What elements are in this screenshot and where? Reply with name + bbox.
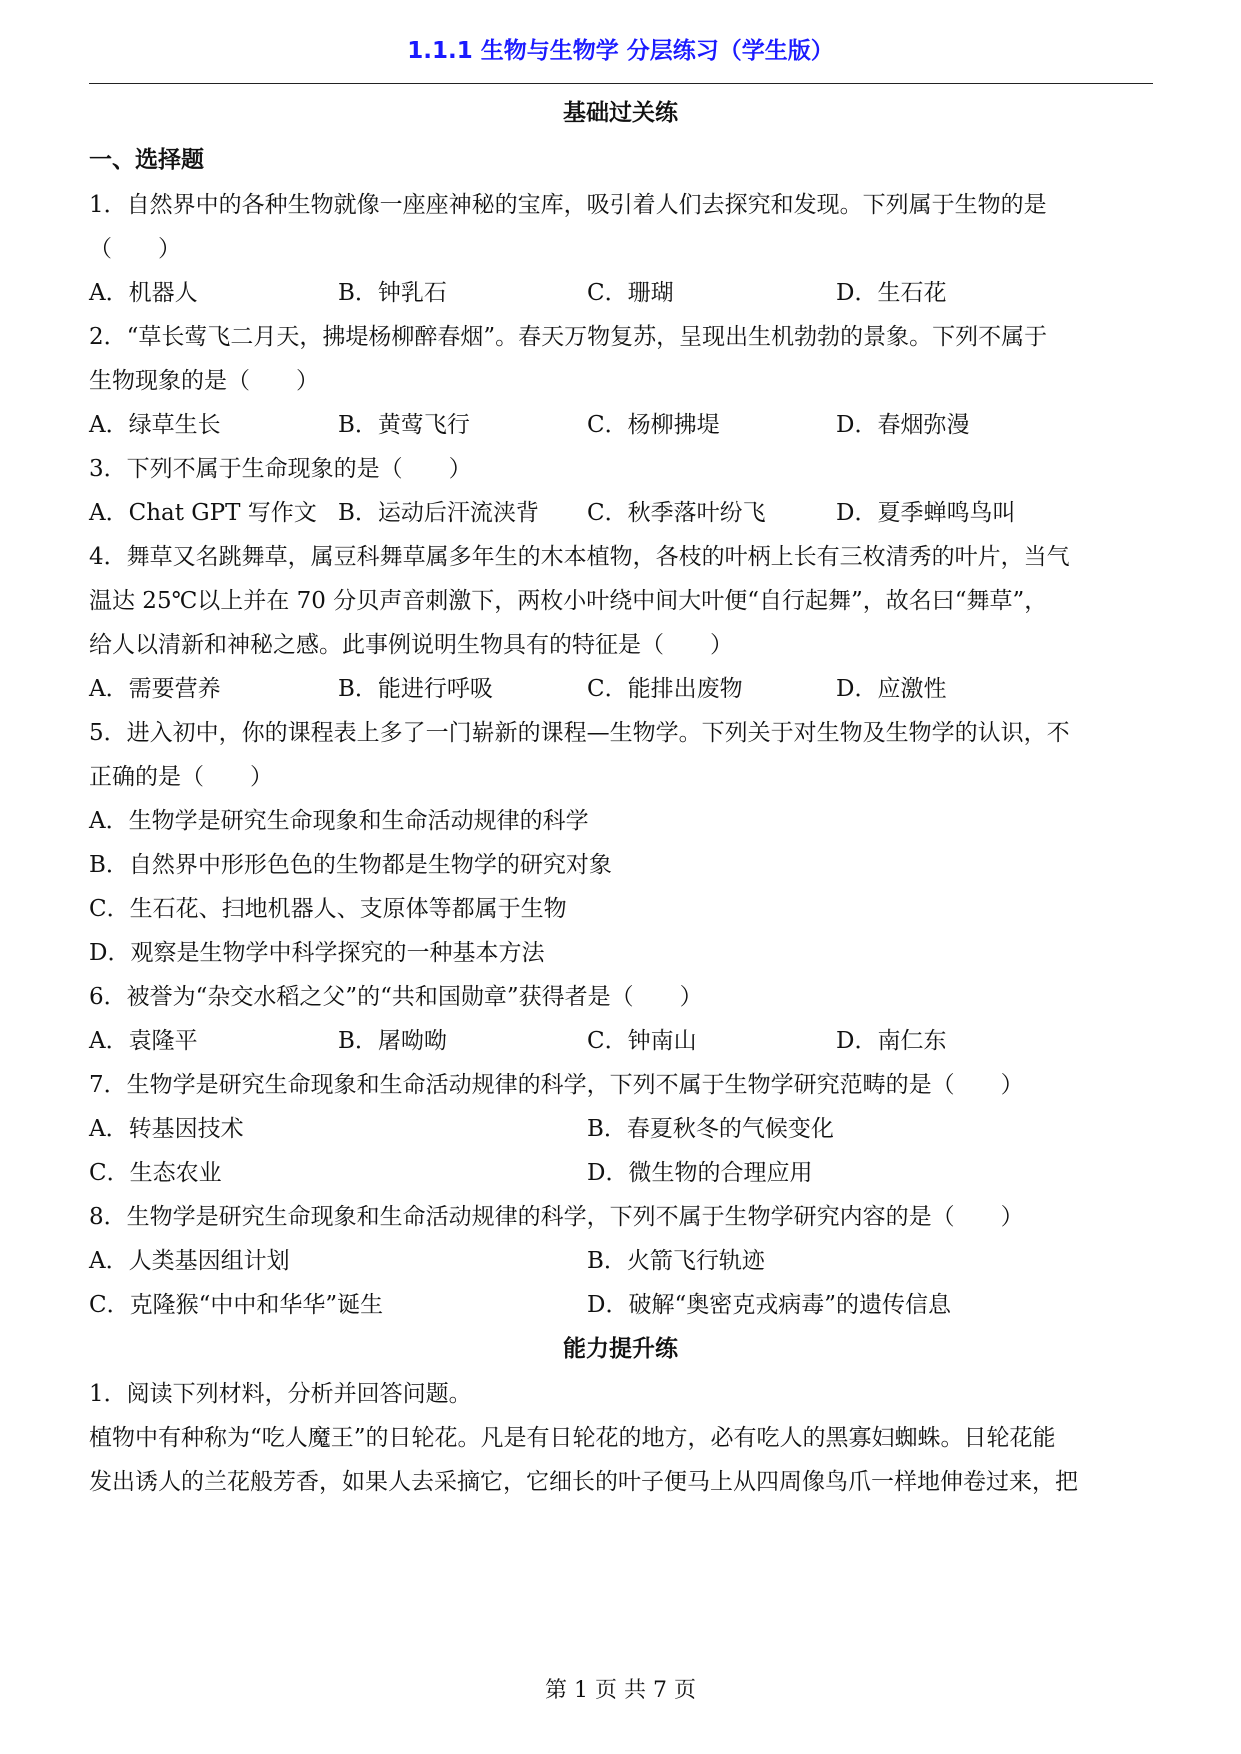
option-d: D．夏季蝉鸣鸟叫 [836, 500, 1016, 526]
option-b: B．屠呦呦 [338, 1028, 447, 1054]
question-1-options [89, 277, 1153, 309]
question-7-options-row-1 [89, 1113, 1153, 1145]
option-c: C．钟南山 [587, 1028, 697, 1054]
question-2-line-2: 生物现象的是（ ） [89, 368, 319, 394]
material-text-line-2: 发出诱人的兰花般芳香，如果人去采摘它，它细长的叶子便马上从四周像鸟爪一样地伸卷过来，把 [89, 1469, 1078, 1495]
document-title: 1.1.1 生物与生物学 分层练习（学生版） [407, 38, 834, 64]
question-8-options-row-1 [89, 1245, 1153, 1277]
question-4-options [89, 673, 1153, 705]
option-a: A．袁隆平 [89, 1028, 198, 1054]
question-5-line-2: 正确的是（ ） [89, 764, 273, 790]
option-c: C．能排出废物 [587, 676, 743, 702]
section-title-advanced: 能力提升练 [563, 1336, 678, 1362]
part-heading-choice: 一、选择题 [89, 147, 204, 173]
question-3-line-1: 3．下列不属于生命现象的是（ ） [89, 456, 472, 482]
option-a: A．转基因技术 [89, 1116, 244, 1142]
header-divider [89, 83, 1153, 84]
question-1-line-1: 1．自然界中的各种生物就像一座座神秘的宝库，吸引着人们去探究和发现。下列属于生物的是 [89, 192, 1047, 218]
page-number: 第 1 页 共 7 页 [545, 1678, 696, 1703]
option-a: A．人类基因组计划 [89, 1248, 290, 1274]
question-8-line-1: 8．生物学是研究生命现象和生命活动规律的科学，下列不属于生物学研究内容的是（ ） [89, 1204, 1024, 1230]
option-b: B．黄莺飞行 [338, 412, 470, 438]
question-1-line-2: （ ） [89, 236, 181, 262]
question-7-line-1: 7．生物学是研究生命现象和生命活动规律的科学，下列不属于生物学研究范畴的是（ ） [89, 1072, 1024, 1098]
option-c: C．生石花、扫地机器人、支原体等都属于生物 [89, 896, 567, 922]
material-question-line-1: 1．阅读下列材料，分析并回答问题。 [89, 1381, 472, 1407]
question-8-options-row-2 [89, 1289, 1153, 1321]
option-c: C．克隆猴“中中和华华”诞生 [89, 1292, 384, 1318]
option-c: C．珊瑚 [587, 280, 674, 306]
option-a: A．绿草生长 [89, 412, 221, 438]
option-a: A．生物学是研究生命现象和生命活动规律的科学 [89, 808, 589, 834]
option-a: A．机器人 [89, 280, 198, 306]
option-b: B．春夏秋冬的气候变化 [587, 1116, 834, 1142]
option-c: C．生态农业 [89, 1160, 222, 1186]
section-title-basic: 基础过关练 [563, 100, 678, 126]
option-d: D．微生物的合理应用 [587, 1160, 813, 1186]
question-2-options [89, 409, 1153, 441]
question-6-line-1: 6．被誉为“杂交水稻之父”的“共和国勋章”获得者是（ ） [89, 984, 703, 1010]
option-b: B．能进行呼吸 [338, 676, 493, 702]
question-6-options [89, 1025, 1153, 1057]
option-b: B．火箭飞行轨迹 [587, 1248, 765, 1274]
question-5-line-1: 5．进入初中，你的课程表上多了一门崭新的课程—生物学。下列关于对生物及生物学的认识，不 [89, 720, 1070, 746]
question-4-line-2: 温达 25℃以上并在 70 分贝声音刺激下，两枚小叶绕中间大叶便“自行起舞”，故名曰“舞草”， [89, 588, 1048, 614]
option-d: D．南仁东 [836, 1028, 947, 1054]
question-2-line-1: 2．“草长莺飞二月天，拂堤杨柳醉春烟”。春天万物复苏，呈现出生机勃勃的景象。下列不属于 [89, 324, 1048, 350]
option-b: B．钟乳石 [338, 280, 447, 306]
option-d: D．破解“奥密克戎病毒”的遗传信息 [587, 1292, 951, 1318]
option-d: D．观察是生物学中科学探究的一种基本方法 [89, 940, 545, 966]
option-b: B．运动后汗流浃背 [338, 500, 539, 526]
question-7-options-row-2 [89, 1157, 1153, 1189]
question-4-line-1: 4．舞草又名跳舞草，属豆科舞草属多年生的木本植物，各枝的叶柄上长有三枚清秀的叶片，当气 [89, 544, 1070, 570]
option-d: D．生石花 [836, 280, 947, 306]
option-c: C．秋季落叶纷飞 [587, 500, 766, 526]
question-4-line-3: 给人以清新和神秘之感。此事例说明生物具有的特征是（ ） [89, 632, 733, 658]
option-d: D．应激性 [836, 676, 947, 702]
option-b: B．自然界中形形色色的生物都是生物学的研究对象 [89, 852, 612, 878]
option-c: C．杨柳拂堤 [587, 412, 720, 438]
material-text-line-1: 植物中有种称为“吃人魔王”的日轮花。凡是有日轮花的地方，必有吃人的黑寡妇蜘蛛。日轮花能 [89, 1425, 1056, 1451]
question-3-options [89, 497, 1153, 529]
option-d: D．春烟弥漫 [836, 412, 970, 438]
option-a: A．Chat GPT 写作文 [89, 500, 317, 526]
option-a: A．需要营养 [89, 676, 221, 702]
